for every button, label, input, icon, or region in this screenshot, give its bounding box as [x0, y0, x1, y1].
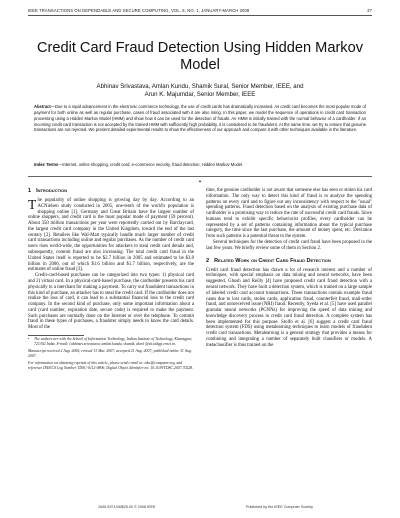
author-line-1: Abhinav Srivastava, Amlan Kundu, Shamik Sural, Senior Member, IEEE, and [96, 83, 304, 90]
section-1-heading [28, 188, 194, 195]
abstract-lead: Abstract [34, 104, 51, 109]
section-1-title: Introduction [36, 188, 68, 194]
footnote-reprints: For information on obtaining reprints of this article, please send e-mail to: tdsc@computer.org, and reference IEEECS Log Number TDSC-0112-0806. Digital Object Identifier no. 10.1109/TDSC.2007.70228. [28, 361, 194, 370]
section-2-title: Related Work on Credit Card Fraud Detection [214, 257, 331, 264]
footnote-bullet: • [28, 337, 30, 342]
header-rule [28, 15, 372, 16]
author-list [28, 83, 372, 100]
section-2-number: 2 [206, 257, 210, 264]
section-1-paragraph-3: time, the genuine cardholder is not aware that someone else has seen or stolen his card information. The only way to detect this kind of fraud is to analyze the spending patterns on every card and to figure out any inconsistency with respect to the "usual" spending patterns. Fraud detection based on the analysis of existing purchase data of cardholder is a promising way to reduce the rate of successful credit card frauds. Since humans tend to exhibit specific behaviorist profiles, every cardholder can be represented by a set of patterns containing information about the typical purchase category, the time since the last purchase, the amount of money spent, etc. Deviation from such patterns is a potential threat to the system. [206, 188, 372, 240]
section-2-paragraph-1: Credit card fraud detection has drawn a lot of research interest and a number of techniques, with special emphasis on data mining and neural networks, have been suggested. Ghosh and Reilly [4] have proposed credit card fraud detection with a neural network. They have built a detection system, which is trained on a large sample of labeled credit card account transactions. These transactions contain example fraud cases due to lost cards, stolen cards, application fraud, counterfeit fraud, mail-order fraud, and nonreceived issue (NRI) fraud. Recently, Syeda et al. [5] have used parallel granular neural networks (PGNNs) for improving the speed of data mining and knowledge discovery process in credit card fraud detection. A complete system has been implemented for this purpose. Stolfo et al. [6] suggest a credit card fraud detection system (FDS) using metalearning techniques to learn models of fraudulent credit card transactions. Metalearning is a general strategy that provides a means for combining and integrating a number of separately built classifiers or models. A metaclassifier is thus trained on the [206, 267, 372, 348]
copyright-line: 1545-5971/08/$25.00 © 2008 IEEE [98, 505, 156, 509]
running-header [28, 8, 372, 13]
footnote-authors-text: The authors are with the School of Information Technology, Indian Institute of Technology, Kharagpur, 721302 India. E-mail: {abhinav.srivastava, amlan.kundu, shamik, akm} @sit.iitkgp.ernet.in. [34, 337, 193, 347]
footnote-received: Manuscript received 2 Aug. 2006; revised 13 Mar. 2007; accepted 21 Aug. 2007; published online 31 Aug. 2007. [28, 349, 192, 358]
index-terms [34, 162, 366, 168]
paper-title: Credit Card Fraud Detection Using Hidden Markov Model [36, 40, 364, 73]
abstract-text: —Due to a rapid advancement in the electronic commerce technology, the use of credit cards has dramatically increased. As credit card becomes the most popular mode of payment for both online as well as regular purchase, cases of fraud associated with it are also rising. In this paper, we model the sequence of operations in credit card transaction processing using a Hidden Markov Model (HMM) and show how it can be used for the detection of frauds. An HMM is initially trained with the normal behavior of a cardholder. If an incoming credit card transaction is not accepted by the trained HMM with sufficiently high probability, it is considered to be fraudulent. At the same time, we try to ensure that genuine transactions are not rejected. We present detailed experimental results to show the effectiveness of our approach and compare it with other techniques available in the literature. [34, 104, 366, 133]
author-line-2: Arun K. Majumdar, Senior Member, IEEE [144, 91, 256, 99]
footnote [28, 337, 194, 370]
abstract [34, 104, 366, 133]
footnote-rule [28, 335, 84, 336]
section-1-paragraph-1: The popularity of online shopping is growing day by day. According to an ACNielsen study conducted in 2005, one-tenth of the world's population is shopping online [1]. Germany and Great Britain have the largest number of online shoppers, and credit card is the most popular mode of payment (59 percent). About 350 million transactions per year were reportedly carried out by Barclaycard, the largest credit card company in the United Kingdom, toward the end of the last century [2]. Retailers like Wal-Mart typically handle much larger number of credit card transactions including online and regular purchases. As the number of credit card users rises world-wide, the opportunities for attackers to steal credit card details and, subsequently, commit fraud are also increasing. The total credit card fraud in the United States itself is reported to be $2.7 billion in 2005 and estimated to be $3.0 billion in 2006, out of which $1.6 billion and $1.7 billion, respectively, are the estimates of online fraud [3]. [28, 196, 194, 273]
index-terms-text: —Internet, online shopping, credit card, e-commerce security, fraud detection, Hidden Markov Model. [58, 162, 244, 167]
section-1-number: 1 [28, 188, 32, 194]
left-column [28, 188, 194, 370]
journal-name: IEEE TRANSACTIONS ON DEPENDABLE AND SECURE COMPUTING, VOL. 5, NO. 1, JANUARY-MARCH 2008 [28, 8, 250, 13]
publisher-line: Published by the IEEE Computer Society [246, 505, 314, 509]
section-1-paragraph-2: Credit-card-based purchases can be categorized into two types: 1) physical card and 2) virtual card. In a physical-card-based purchase, the cardholder presents his card physically to a merchant for making a payment. To carry out fraudulent transactions in this kind of purchase, an attacker has to steal the credit card. If the cardholder does not realize the loss of card, it can lead to a substantial financial loss to the credit card company. In the second kind of purchase, only some important information about a card (card number, expiration date, secure code) is required to make the payment. Such purchases are normally done on the Internet or over the telephone. To commit fraud in these types of purchases, a fraudster simply needs to know the card details. Most of the [28, 273, 194, 331]
right-column [206, 188, 372, 349]
abstract-divider [28, 176, 372, 177]
section-1-paragraph-4: Several techniques for the detection of credit card fraud have been proposed in the last few years. We briefly review some of them in Section 2. [206, 240, 372, 251]
index-terms-lead: Index Terms [34, 162, 59, 167]
divider-ornament: ✦ [198, 179, 202, 184]
page-number: 37 [367, 8, 372, 13]
section-2-heading [206, 258, 372, 265]
footnote-authors [28, 337, 194, 346]
